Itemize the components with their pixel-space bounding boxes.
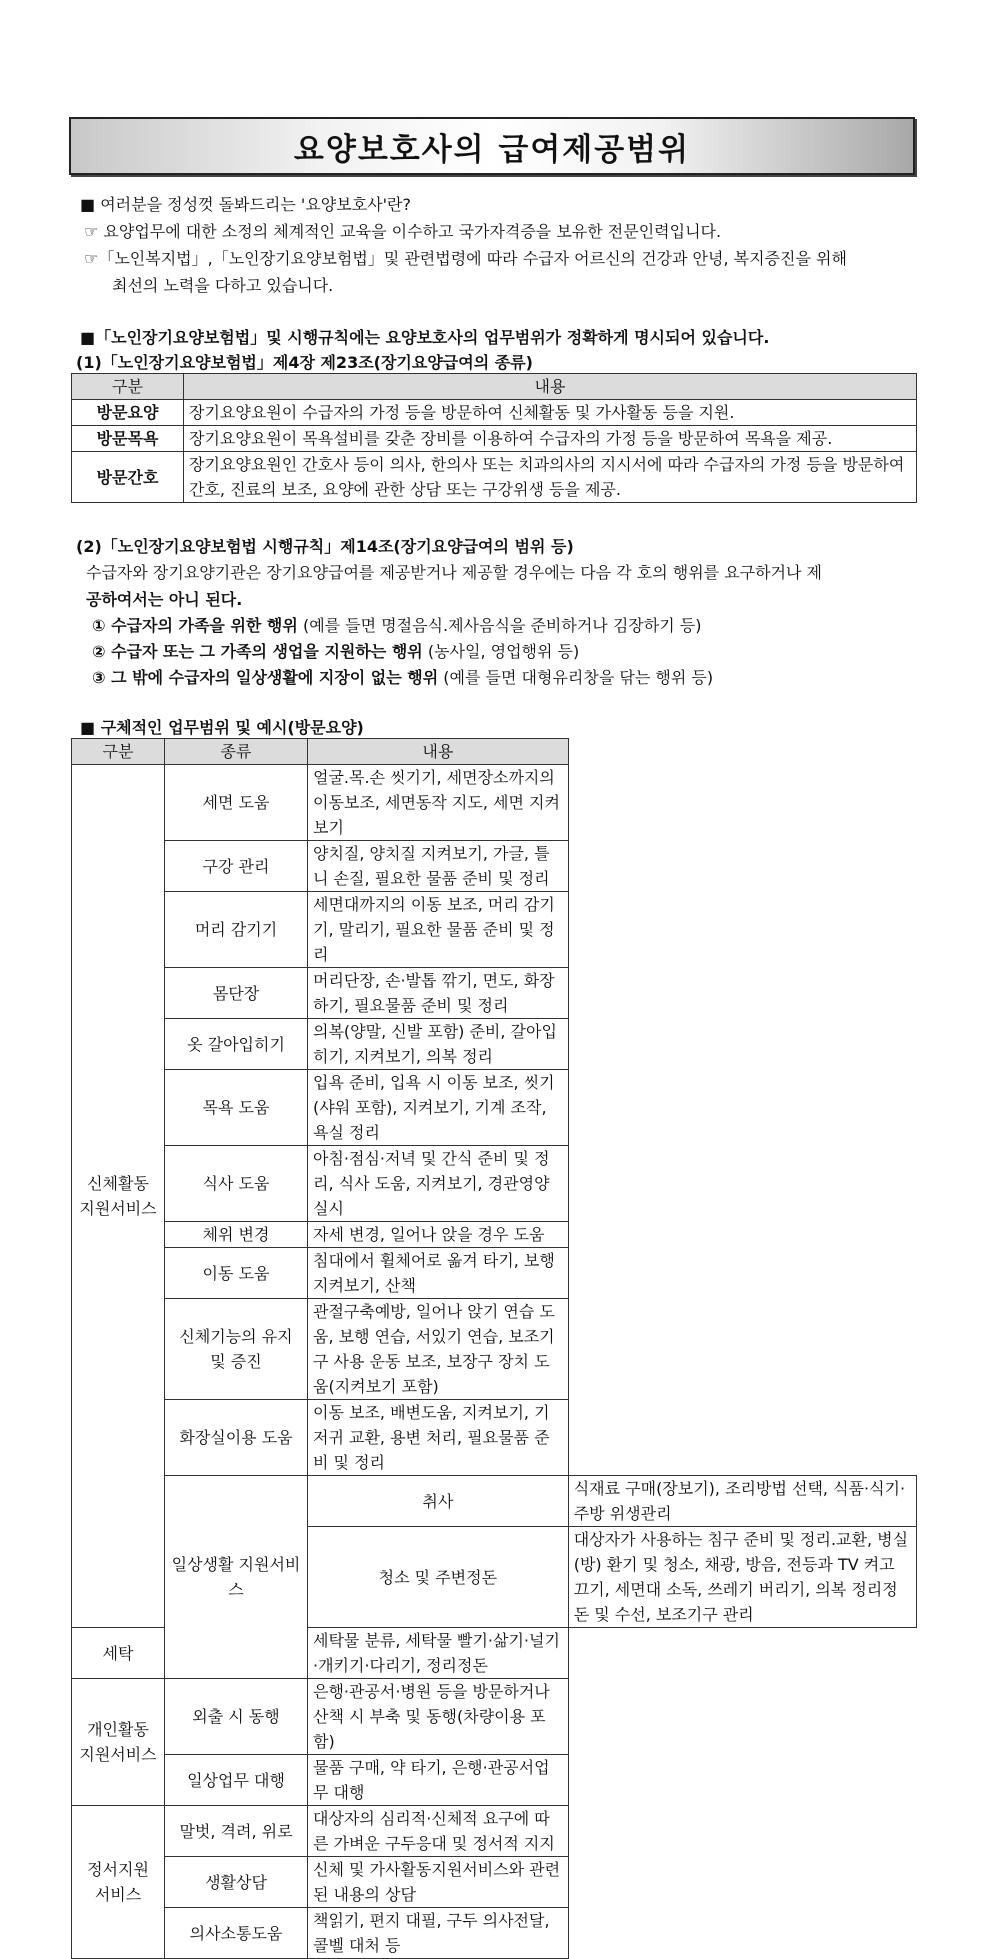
law-paragraph-a: 수급자와 장기요양기관은 장기요양급여를 제공받거나 제공할 경우에는 다음 각 호의 행위를 요구하거나 제: [86, 563, 823, 582]
table-row: [72, 968, 917, 1019]
row-content: 장기요양요원이 수급자의 가정 등을 방문하여 신체활동 및 가사활동 등을 지원.: [184, 400, 917, 426]
content-cell: 자세 변경, 일어나 앉을 경우 도움: [308, 1222, 569, 1248]
content-cell: 식재료 구매(장보기), 조리방법 선택, 식품·식기·주방 위생관리: [568, 1476, 916, 1527]
type-cell: 체위 변경: [165, 1222, 308, 1248]
table-row: [72, 1299, 917, 1400]
intro-bullet-2a: ☞「노인복지법」,「노인장기요양보험법」및 관련법령에 따라 수급자 어르신의 건강과 안녕, 복지증진을 위해: [84, 249, 847, 268]
table-row: [72, 1248, 917, 1299]
table-row: [72, 1679, 917, 1755]
table-row: [72, 1222, 917, 1248]
category-cell: 신체활동 지원서비스: [72, 765, 165, 1628]
table-row: [72, 841, 917, 892]
type-cell: 신체기능의 유지 및 증진: [165, 1299, 308, 1400]
item-rest: (농사일, 영업행위 등): [422, 642, 580, 661]
type-cell: 옷 갈아입히기: [165, 1019, 308, 1070]
type-cell: 취사: [308, 1476, 569, 1527]
content-cell: 물품 구매, 약 타기, 은행·관공서업무 대행: [308, 1755, 569, 1806]
item-bold: ② 수급자 또는 그 가족의 생업을 지원하는 행위: [92, 642, 423, 661]
row-content: 장기요양요원이 목욕설비를 갖춘 장비를 이용하여 수급자의 가정 등을 방문하여 목욕을 제공.: [184, 426, 917, 452]
law-heading: ■「노인장기요양보험법」및 시행규칙에는 요양보호사의 업무범위가 정확하게 명시되어 있습니다.: [80, 328, 770, 347]
content-cell: 얼굴.목.손 씻기기, 세면장소까지의 이동보조, 세면동작 지도, 세면 지켜보기: [308, 765, 569, 841]
page-title: 요양보호사의 급여제공범위: [293, 131, 691, 168]
table-header: 내용: [184, 374, 917, 400]
type-cell: 이동 도움: [165, 1248, 308, 1299]
table-row: [72, 1146, 917, 1222]
type-cell: 세탁: [72, 1628, 165, 1679]
content-cell: 신체 및 가사활동지원서비스와 관련된 내용의 상담: [308, 1857, 569, 1908]
type-cell: 청소 및 주변정돈: [308, 1527, 569, 1628]
intro-bullet-1: ☞ 요양업무에 대한 소정의 체계적인 교육을 이수하고 국가자격증을 보유한 전문인력입니다.: [84, 222, 722, 241]
content-cell: 책읽기, 편지 대필, 구두 의사전달, 콜벨 대처 등: [308, 1908, 569, 1959]
table-row: [72, 1019, 917, 1070]
category-cell: 개인활동 지원서비스: [72, 1679, 165, 1806]
row-label: 방문요양: [72, 400, 184, 426]
scope-heading: ■ 구체적인 업무범위 및 예시(방문요양): [80, 718, 364, 737]
type-cell: 말벗, 격려, 위로: [165, 1806, 308, 1857]
law-sub-2: (2)「노인장기요양보험법 시행규칙」제14조(장기요양급여의 범위 등): [76, 537, 574, 556]
law-paragraph-b: 공하여서는 아니 된다.: [86, 590, 243, 609]
type-cell: 생활상담: [165, 1857, 308, 1908]
type-cell: 외출 시 동행: [165, 1679, 308, 1755]
table-row: [72, 1400, 917, 1476]
type-cell: 의사소통도움: [165, 1908, 308, 1959]
content-cell: 세탁물 분류, 세탁물 빨기·삶기·널기·개키기·다리기, 정리정돈: [308, 1628, 569, 1679]
prohibited-item-3: [92, 665, 713, 688]
table-row: [72, 1806, 917, 1857]
table-row: [72, 1476, 917, 1527]
table-row: [72, 1857, 917, 1908]
table-row: [72, 892, 917, 968]
type-cell: 머리 감기기: [165, 892, 308, 968]
table-row: [72, 1755, 917, 1806]
content-cell: 대상자가 사용하는 침구 준비 및 정리.교환, 병실(방) 환기 및 청소, 채광, 방음, 전등과 TV 켜고 끄기, 세면대 소독, 쓰레기 버리기, 의복 정리정돈 및 수선, 보조기구 관리: [568, 1527, 916, 1628]
row-content: 장기요양요원인 간호사 등이 의사, 한의사 또는 치과의사의 지시서에 따라 수급자의 가정 등을 방문하여 간호, 진료의 보조, 요양에 관한 상담 또는 구강위생 등을 제공.: [184, 452, 917, 503]
type-cell: 화장실이용 도움: [165, 1400, 308, 1476]
table-header: 구분: [72, 374, 184, 400]
type-cell: 목욕 도움: [165, 1070, 308, 1146]
row-label: 방문목욕: [72, 426, 184, 452]
title-box: [69, 117, 915, 175]
item-rest: (예를 들면 대형유리창을 닦는 행위 등): [438, 668, 714, 687]
item-bold: ③ 그 밖에 수급자의 일상생활에 지장이 없는 행위: [92, 668, 439, 687]
item-bold: ① 수급자의 가족을 위한 행위: [92, 616, 298, 635]
category-cell: 일상생활 지원서비스: [165, 1476, 308, 1679]
table-row: [72, 765, 917, 841]
prohibited-item-1: [92, 613, 701, 636]
table-row: [72, 1908, 917, 1959]
prohibited-item-2: [92, 639, 579, 662]
content-cell: 이동 보조, 배변도움, 지켜보기, 기저귀 교환, 용변 처리, 필요물품 준비 및 정리: [308, 1400, 569, 1476]
content-cell: 관절구축예방, 일어나 앉기 연습 도움, 보행 연습, 서있기 연습, 보조기구 사용 운동 보조, 보장구 장치 도움(지켜보기 포함): [308, 1299, 569, 1400]
table-row: [72, 400, 917, 426]
table-header: 내용: [308, 739, 569, 765]
table-header: 종류: [165, 739, 308, 765]
content-cell: 대상자의 심리적·신체적 요구에 따른 가벼운 구두응대 및 정서적 지지: [308, 1806, 569, 1857]
item-rest: (예를 들면 명절음식.제사음식을 준비하거나 김장하기 등): [297, 616, 702, 635]
content-cell: 은행·관공서·병원 등을 방문하거나 산책 시 부축 및 동행(차량이용 포함): [308, 1679, 569, 1755]
intro-heading: ■ 여러분을 정성껏 돌봐드리는 '요양보호사'란?: [80, 195, 411, 214]
type-cell: 세면 도움: [165, 765, 308, 841]
content-cell: 머리단장, 손·발톱 깎기, 면도, 화장하기, 필요물품 준비 및 정리: [308, 968, 569, 1019]
type-cell: 구강 관리: [165, 841, 308, 892]
intro-bullet-2b: 최선의 노력을 다하고 있습니다.: [112, 276, 334, 295]
type-cell: 식사 도움: [165, 1146, 308, 1222]
row-label: 방문간호: [72, 452, 184, 503]
content-cell: 아침·점심·저녁 및 간식 준비 및 정리, 식사 도움, 지켜보기, 경관영양실시: [308, 1146, 569, 1222]
law-sub-1: (1)「노인장기요양보험법」제4장 제23조(장기요양급여의 종류): [76, 353, 533, 372]
content-cell: 양치질, 양치질 지켜보기, 가글, 틀니 손질, 필요한 물품 준비 및 정리: [308, 841, 569, 892]
table-row: [72, 426, 917, 452]
content-cell: 세면대까지의 이동 보조, 머리 감기기, 말리기, 필요한 물품 준비 및 정리: [308, 892, 569, 968]
table-row: [72, 1070, 917, 1146]
table-header: 구분: [72, 739, 165, 765]
benefit-types-table: [71, 373, 917, 503]
type-cell: 몸단장: [165, 968, 308, 1019]
work-scope-table: [71, 738, 917, 1959]
category-cell: 정서지원 서비스: [72, 1806, 165, 1959]
content-cell: 의복(양말, 신발 포함) 준비, 갈아입히기, 지켜보기, 의복 정리: [308, 1019, 569, 1070]
content-cell: 입욕 준비, 입욕 시 이동 보조, 씻기(샤워 포함), 지켜보기, 기계 조작, 욕실 정리: [308, 1070, 569, 1146]
content-cell: 침대에서 휠체어로 옮겨 타기, 보행 지켜보기, 산책: [308, 1248, 569, 1299]
table-row: [72, 452, 917, 503]
type-cell: 일상업무 대행: [165, 1755, 308, 1806]
